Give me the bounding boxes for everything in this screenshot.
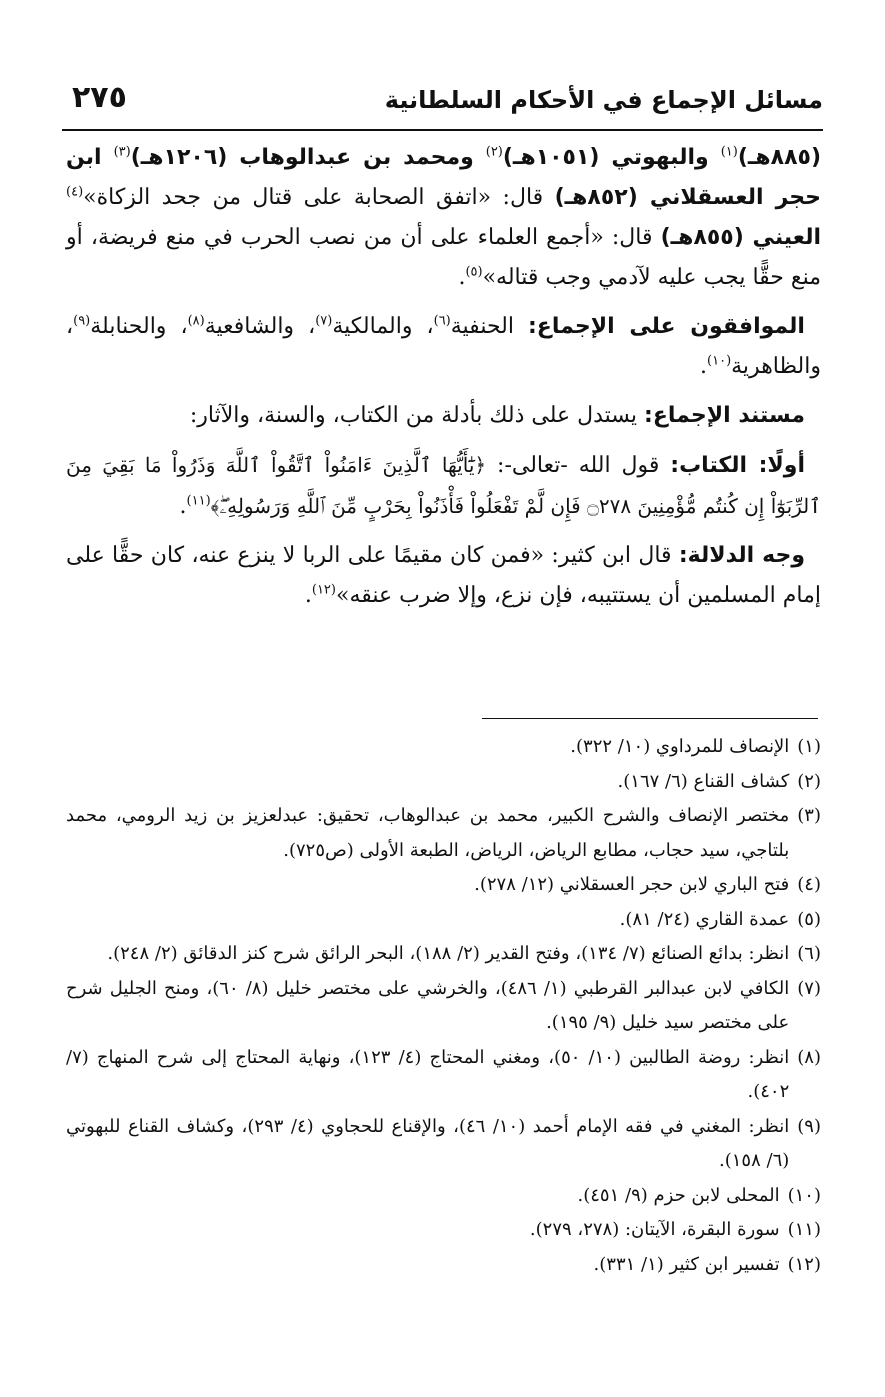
- section-label: مستند الإجماع:: [644, 403, 805, 428]
- footnote: (٣) مختصر الإنصاف والشرح الكبير، محمد بن عبدالوهاب، تحقيق: عبدلعزيز بن زيد الرومي، محمد بلتاجي، سيد حجاب، مطابع الرياض، الرياض، الطبعة الأولى (ص٧٢٥).: [66, 805, 821, 861]
- footnote-ref: (٥): [465, 264, 483, 280]
- footnote: (٦) انظر: بدائع الصنائع (٧/ ١٣٤)، وفتح القدير (٢/ ١٨٨)، البحر الرائق شرح كنز الدقائق (٢/ ٢٤٨).: [107, 943, 821, 964]
- section-label: أولًا: الكتاب:: [670, 453, 805, 478]
- footnote-ref: (٨): [187, 313, 205, 329]
- main-text: [66, 138, 821, 625]
- quran-verse: ﴿يَٰٓأَيُّهَا ٱلَّذِينَ ءَامَنُواْ ٱتَّقُواْ ٱللَّهَ وَذَرُواْ مَا بَقِيَ مِنَ ٱلرِّبَوٰٓاْ إِن كُنتُم مُّؤْمِنِينَ ۝٢٧٨ فَإِن لَّمْ تَفْعَلُواْ فَأْذَنُواْ بِحَرْبٍ مِّنَ ٱللَّهِ وَرَسُولِهِۦۖ﴾: [66, 453, 821, 518]
- section-label: الموافقون على الإجماع:: [528, 314, 805, 339]
- paragraph-2: الموافقون على الإجماع: الحنفية$^{(٦)}$، والمالكية$^{(٧)}$، والشافعية$^{(٨)}$، والحنابلة$^{(٩)}$، والظاهرية$^{(١٠)}$.: [66, 313, 821, 379]
- footnote: (٩) انظر: المغني في فقه الإمام أحمد (١٠/ ٤٦)، والإقناع للحجاوي (٤/ ٢٩٣)، وكشاف القناع للبهوتي (٦/ ١٥٨).: [66, 1115, 821, 1171]
- footnote: (١١) سورة البقرة، الآيتان: (٢٧٨، ٢٧٩).: [529, 1219, 821, 1240]
- footnote-ref: (٩): [73, 313, 91, 329]
- paragraph-3: مستند الإجماع: يستدل على ذلك بأدلة من الكتاب، والسنة، والآثار:: [189, 403, 805, 428]
- footnote-ref: (٢): [485, 144, 503, 160]
- footnote: (٥) عمدة القاري (٢٤/ ٨١).: [619, 908, 821, 930]
- footnotes: [66, 730, 821, 1282]
- footnote-ref: (٧): [315, 313, 333, 329]
- footnote: (١٠) المحلى لابن حزم (٩/ ٤٥١).: [577, 1184, 821, 1206]
- footnote-ref: (٣): [113, 144, 131, 160]
- paragraph-1: (٨٨٥هـ)$^{(١)}$ والبهوتي (١٠٥١هـ)$^{(٢)}$ ومحمد بن عبدالوهاب (١٢٠٦هـ)$^{(٣)}$ ابن حجر العسقلاني (٨٥٢هـ) قال: «اتفق الصحابة على قتال من جحد الزكاة»$^{(٤)}$ العيني (٨٥٥هـ) قال: «أجمع العلماء على أن من نصب الحرب في منع فريضة، أو منع حقًّا يجب عليه لآدمي وجب قتاله»$^{(٥)}$.: [66, 144, 822, 290]
- footnote: (١) الإنصاف للمرداوي (١٠/ ٣٢٢).: [570, 736, 821, 757]
- section-label: وجه الدلالة:: [678, 543, 805, 568]
- footnote-ref: (١): [720, 144, 738, 160]
- footnote-ref: (١١): [186, 493, 211, 509]
- running-title: مسائل الإجماع في الأحكام السلطانية: [384, 86, 823, 114]
- footnote-ref: (٦): [433, 313, 451, 329]
- running-header: [62, 78, 823, 126]
- footnote: (٤) فتح الباري لابن حجر العسقلاني (١٢/ ٢٧٨).: [474, 874, 821, 895]
- page-number: ٢٧٥: [72, 80, 127, 115]
- footnote: (٧) الكافي لابن عبدالبر القرطبي (١/ ٤٨٦)، والخرشي على مختصر خليل (٨/ ٦٠)، ومنح الجليل شرح على مختصر سيد خليل (٩/ ١٩٥).: [66, 977, 821, 1033]
- footnote-ref: (٤): [66, 184, 84, 200]
- footnote: (٨) انظر: روضة الطالبين (١٠/ ٥٠)، ومغني المحتاج (٤/ ١٢٣)، ونهاية المحتاج إلى شرح المنهاج (٧/ ٤٠٢).: [66, 1046, 821, 1102]
- footnote-separator: [482, 718, 818, 719]
- footnote-ref: (١٠): [707, 353, 732, 369]
- footnote-ref: (١٢): [311, 582, 336, 598]
- header-rule: [62, 129, 823, 131]
- paragraph-4: أولًا: الكتاب: قول الله -تعالى-: ﴿يَٰٓأَيُّهَا ٱلَّذِينَ ءَامَنُواْ ٱتَّقُواْ ٱللَّهَ وَذَرُواْ مَا بَقِيَ مِنَ ٱلرِّبَوٰٓاْ إِن كُنتُم مُّؤْمِنِينَ ۝٢٧٨ فَإِن لَّمْ تَفْعَلُواْ فَأْذَنُواْ بِحَرْبٍ مِّنَ ٱللَّهِ وَرَسُولِهِۦۖ﴾$^{(١١)}$.: [66, 453, 821, 519]
- footnote: (١٢) تفسير ابن كثير (١/ ٣٣١).: [593, 1253, 821, 1275]
- paragraph-5: وجه الدلالة: قال ابن كثير: «فمن كان مقيمًا على الربا لا ينزع عنه، كان حقًّا على إمام المسلمين أن يستتيبه، فإن نزع، وإلا ضرب عنقه»$^{(١٢)}$.: [66, 543, 821, 608]
- footnote: (٢) كشاف القناع (٦/ ١٦٧).: [617, 770, 821, 792]
